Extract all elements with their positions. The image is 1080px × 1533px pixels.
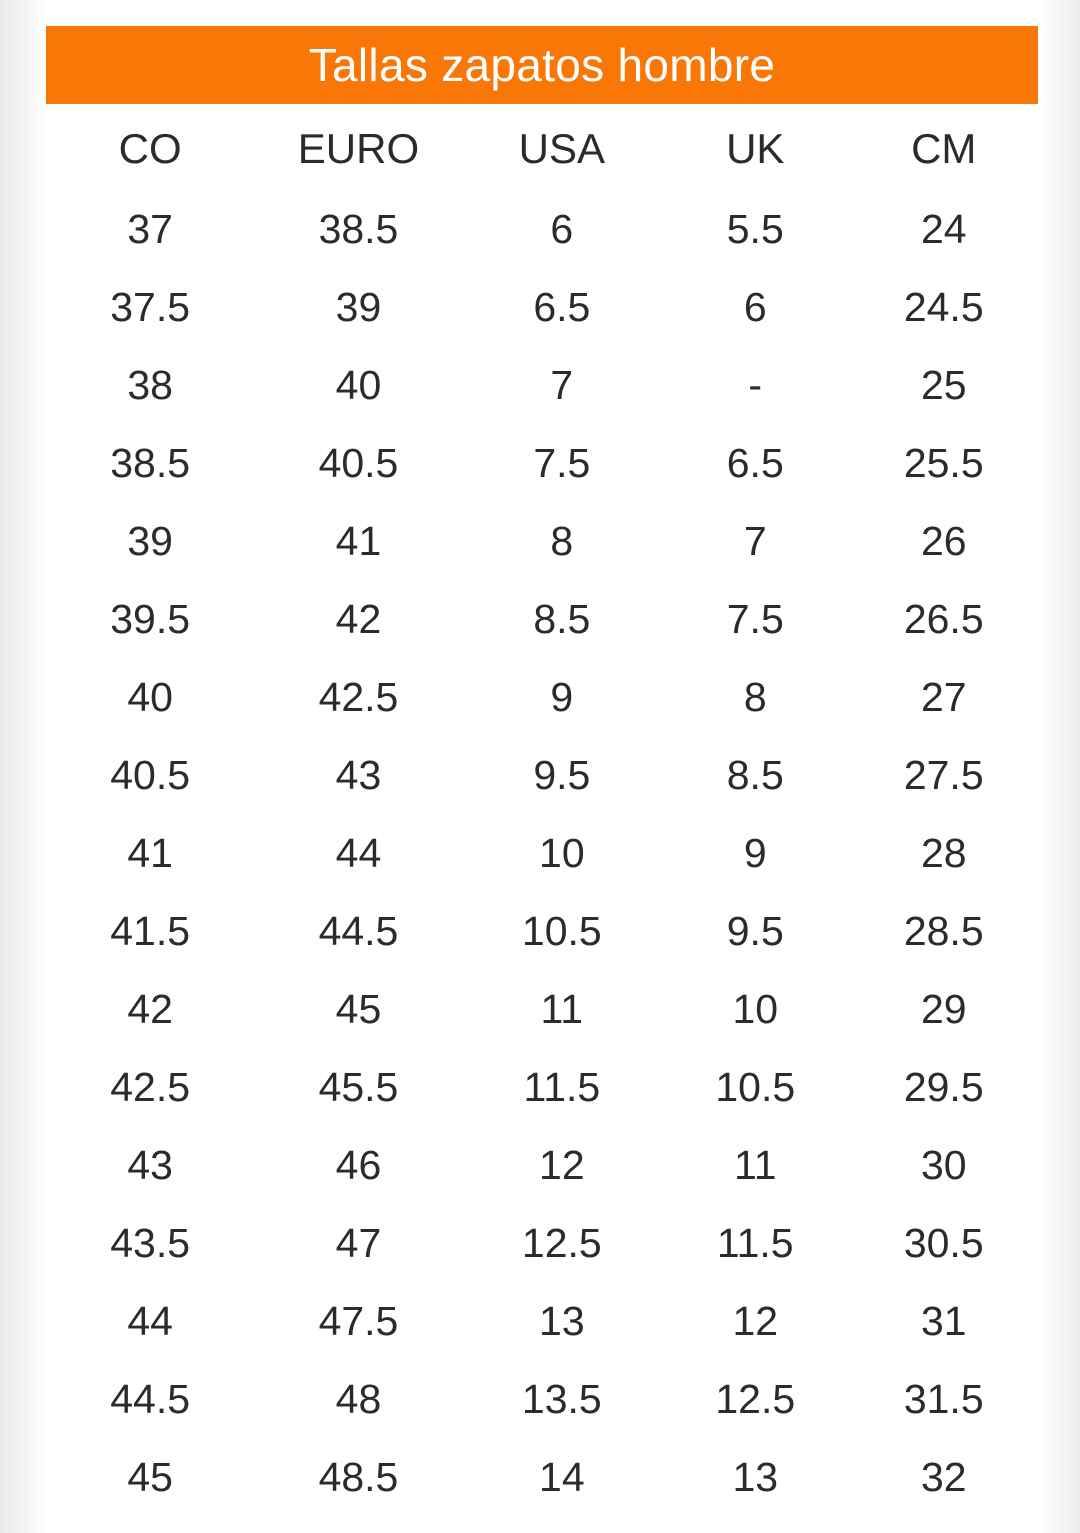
cell-uk: 6 — [743, 283, 767, 330]
cell-cm: 27.5 — [903, 751, 984, 798]
size-conversion-table — [46, 108, 1038, 1516]
table-row — [46, 892, 1038, 970]
cell-euro: 39 — [335, 283, 382, 330]
chart-title-bar — [46, 26, 1038, 104]
table-row — [46, 736, 1038, 814]
table-row — [46, 268, 1038, 346]
cell-co: 43.5 — [110, 1219, 191, 1266]
column-header-co: CO — [118, 125, 182, 172]
cell-co: 38 — [127, 361, 173, 408]
cell-cm: 31 — [920, 1297, 967, 1344]
table-header-row — [46, 108, 1038, 190]
cell-euro: 41 — [335, 517, 382, 564]
cell-co: 40 — [127, 673, 173, 720]
cell-cm: 28.5 — [903, 907, 984, 954]
cell-euro: 44 — [335, 829, 382, 876]
cell-cm: 29.5 — [903, 1063, 984, 1110]
table-row — [46, 814, 1038, 892]
table-header — [46, 108, 1038, 190]
cell-euro: 46 — [335, 1141, 382, 1188]
cell-usa: 13 — [539, 1297, 585, 1344]
cell-co: 37 — [127, 205, 173, 252]
cell-uk: 10.5 — [715, 1063, 796, 1110]
table-row — [46, 424, 1038, 502]
cell-uk: 9 — [743, 829, 767, 876]
cell-euro: 43 — [335, 751, 382, 798]
cell-cm: 25 — [920, 361, 967, 408]
cell-usa: 9 — [550, 673, 574, 720]
cell-co: 39.5 — [110, 595, 191, 642]
cell-uk: 12.5 — [715, 1375, 796, 1422]
table-row — [46, 502, 1038, 580]
table-row — [46, 658, 1038, 736]
cell-co: 41.5 — [110, 907, 191, 954]
cell-co: 42 — [127, 985, 173, 1032]
cell-cm: 31.5 — [903, 1375, 984, 1422]
table-row — [46, 1360, 1038, 1438]
cell-uk: 8 — [743, 673, 767, 720]
cell-cm: 30.5 — [903, 1219, 984, 1266]
cell-uk: 11 — [733, 1141, 777, 1188]
cell-usa: 8.5 — [533, 595, 591, 642]
cell-cm: 27 — [920, 673, 967, 720]
table-row — [46, 1204, 1038, 1282]
cell-cm: 24.5 — [903, 283, 984, 330]
cell-euro: 47.5 — [318, 1297, 399, 1344]
cell-uk: 7.5 — [726, 595, 784, 642]
column-header-uk: UK — [726, 125, 785, 172]
cell-euro: 45.5 — [318, 1063, 399, 1110]
cell-co: 38.5 — [110, 439, 191, 486]
cell-usa: 11.5 — [523, 1063, 601, 1110]
cell-uk: 6.5 — [726, 439, 784, 486]
cell-euro: 45 — [335, 985, 382, 1032]
table-row — [46, 1126, 1038, 1204]
cell-euro: 42.5 — [318, 673, 399, 720]
page-left-shadow — [0, 0, 46, 1533]
cell-co: 44 — [127, 1297, 173, 1344]
cell-co: 45 — [127, 1453, 173, 1500]
cell-co: 37.5 — [110, 283, 191, 330]
cell-uk: 10 — [732, 985, 779, 1032]
cell-usa: 9.5 — [533, 751, 591, 798]
table-row — [46, 1282, 1038, 1360]
cell-uk: 12 — [732, 1297, 779, 1344]
cell-co: 42.5 — [110, 1063, 191, 1110]
cell-co: 40.5 — [110, 751, 191, 798]
cell-euro: 47 — [335, 1219, 382, 1266]
cell-usa: 12 — [539, 1141, 585, 1188]
cell-usa: 11 — [540, 985, 584, 1032]
cell-uk: - — [748, 361, 763, 408]
column-header-cm: CM — [911, 125, 977, 172]
cell-uk: 5.5 — [726, 205, 784, 252]
cell-uk: 9.5 — [726, 907, 784, 954]
cell-usa: 10 — [539, 829, 585, 876]
table-row — [46, 190, 1038, 268]
cell-uk: 13 — [732, 1453, 779, 1500]
size-chart-content — [46, 0, 1038, 1533]
table-row — [46, 346, 1038, 424]
page-right-shadow — [1038, 0, 1080, 1533]
cell-euro: 48 — [335, 1375, 382, 1422]
cell-euro: 40 — [335, 361, 382, 408]
cell-cm: 32 — [920, 1453, 967, 1500]
cell-co: 39 — [127, 517, 173, 564]
cell-usa: 8 — [550, 517, 574, 564]
cell-uk: 11.5 — [716, 1219, 794, 1266]
cell-cm: 26 — [920, 517, 967, 564]
cell-usa: 10.5 — [521, 907, 602, 954]
cell-usa: 13.5 — [521, 1375, 602, 1422]
cell-cm: 29 — [920, 985, 967, 1032]
table-row — [46, 580, 1038, 658]
cell-cm: 24 — [920, 205, 967, 252]
cell-euro: 48.5 — [318, 1453, 399, 1500]
cell-euro: 38.5 — [318, 205, 399, 252]
cell-co: 41 — [127, 829, 173, 876]
table-row — [46, 970, 1038, 1048]
cell-usa: 7.5 — [533, 439, 591, 486]
cell-cm: 26.5 — [903, 595, 984, 642]
cell-cm: 28 — [920, 829, 967, 876]
column-header-euro: EURO — [297, 125, 420, 172]
table-body — [46, 190, 1038, 1516]
table-row — [46, 1438, 1038, 1516]
cell-uk: 8.5 — [726, 751, 784, 798]
cell-usa: 6.5 — [533, 283, 591, 330]
cell-cm: 30 — [920, 1141, 967, 1188]
cell-euro: 44.5 — [318, 907, 399, 954]
page-title: Tallas zapatos hombre — [308, 39, 776, 91]
cell-usa: 7 — [550, 361, 574, 408]
cell-co: 43 — [127, 1141, 173, 1188]
cell-uk: 7 — [743, 517, 767, 564]
cell-co: 44.5 — [110, 1375, 191, 1422]
table-row — [46, 1048, 1038, 1126]
cell-usa: 6 — [550, 205, 574, 252]
column-header-usa: USA — [518, 125, 605, 172]
cell-euro: 42 — [335, 595, 382, 642]
cell-euro: 40.5 — [318, 439, 399, 486]
cell-usa: 12.5 — [521, 1219, 602, 1266]
cell-cm: 25.5 — [903, 439, 984, 486]
cell-usa: 14 — [539, 1453, 585, 1500]
